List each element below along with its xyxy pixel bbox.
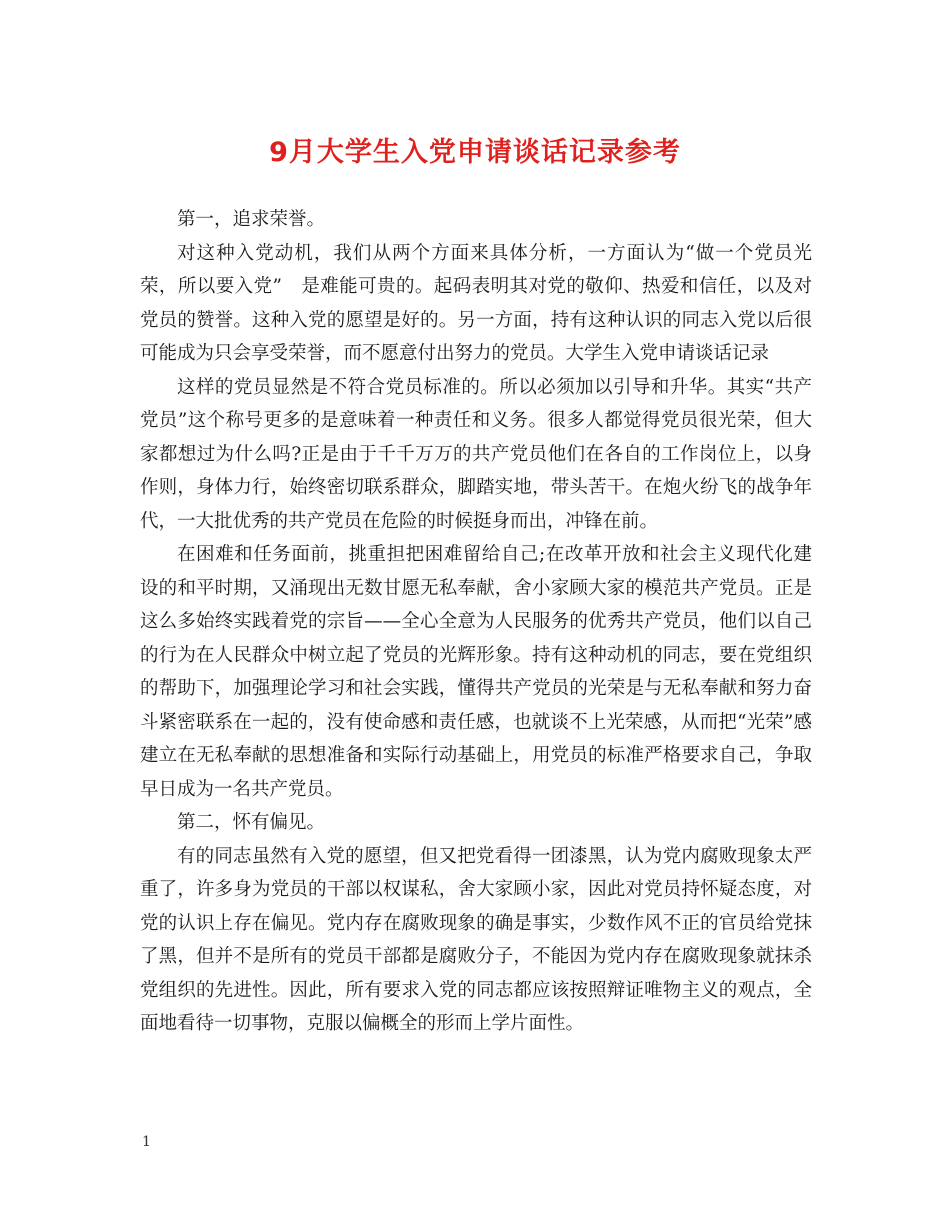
paragraph-section-one-heading: 第一，追求荣誉。 <box>177 209 326 230</box>
page-number: 1 <box>142 1134 151 1150</box>
paragraph-dedication: 在困难和任务面前，挑重担把困难留给自己;在改革开放和社会主义现代化建设的和平时期，又涌现出无数甘愿无私奉献，舍小家顾大家的模范共产党员。正是这么多始终实践着党的宗旨——全心全意为人民服务的优秀共产党员，他们以自己的行为在人民群众中树立起了党员的光辉形象。持有这种动机的同志，要在党组织的帮助下，加强理论学习和社会实践，懂得共产党员的光荣是与无私奉献和努力奋斗紧密联系在一起的，没有使命感和责任感，也就谈不上光荣感，从而把“光荣”感建立在无私奉献的思想准备和实际行动基础上，用党员的标准严格要求自己，争取早日成为一名共产党员。 <box>140 544 812 800</box>
paragraph-section-two-heading: 第二，怀有偏见。 <box>177 812 326 833</box>
paragraph-prejudice: 有的同志虽然有入党的愿望，但又把党看得一团漆黑，认为党内腐败现象太严重了，许多身为党员的干部以权谋私，舍大家顾小家，因此对党员持怀疑态度，对党的认识上存在偏见。党内存在腐败现象的确是事实，少数作风不正的官员给党抹了黑，但并不是所有的党员干部都是腐败分子，不能因为党内存在腐败现象就抹杀党组织的先进性。因此，所有要求入党的同志都应该按照辩证唯物主义的观点，全面地看待一切事物，克服以偏概全的形而上学片面性。 <box>140 845 812 1034</box>
document-title: 9月大学生入党申请谈话记录参考 <box>269 137 681 168</box>
paragraph-motive-analysis: 对这种入党动机，我们从两个方面来具体分析，一方面认为“做一个党员光荣，所以要入党” 是难能可贵的。起码表明其对党的敬仰、热爱和信任，以及对党员的赞誉。这种入党的愿望是好的。另一方面，持有这种认识的同志入党以后很可能成为只会享受荣誉，而不愿意付出努力的党员。大学生入党申请谈话记录 <box>140 242 812 364</box>
paragraph-responsibility: 这样的党员显然是不符合党员标准的。所以必须加以引导和升华。其实“共产党员”这个称号更多的是意味着一种责任和义务。很多人都觉得党员很光荣，但大家都想过为什么吗?正是由于千千万万的共产党员他们在各自的工作岗位上，以身作则，身体力行，始终密切联系群众，脚踏实地，带头苦干。在炮火纷飞的战争年代，一大批优秀的共产党员在危险的时候挺身而出，冲锋在前。 <box>140 376 812 532</box>
document-body <box>140 203 812 1041</box>
